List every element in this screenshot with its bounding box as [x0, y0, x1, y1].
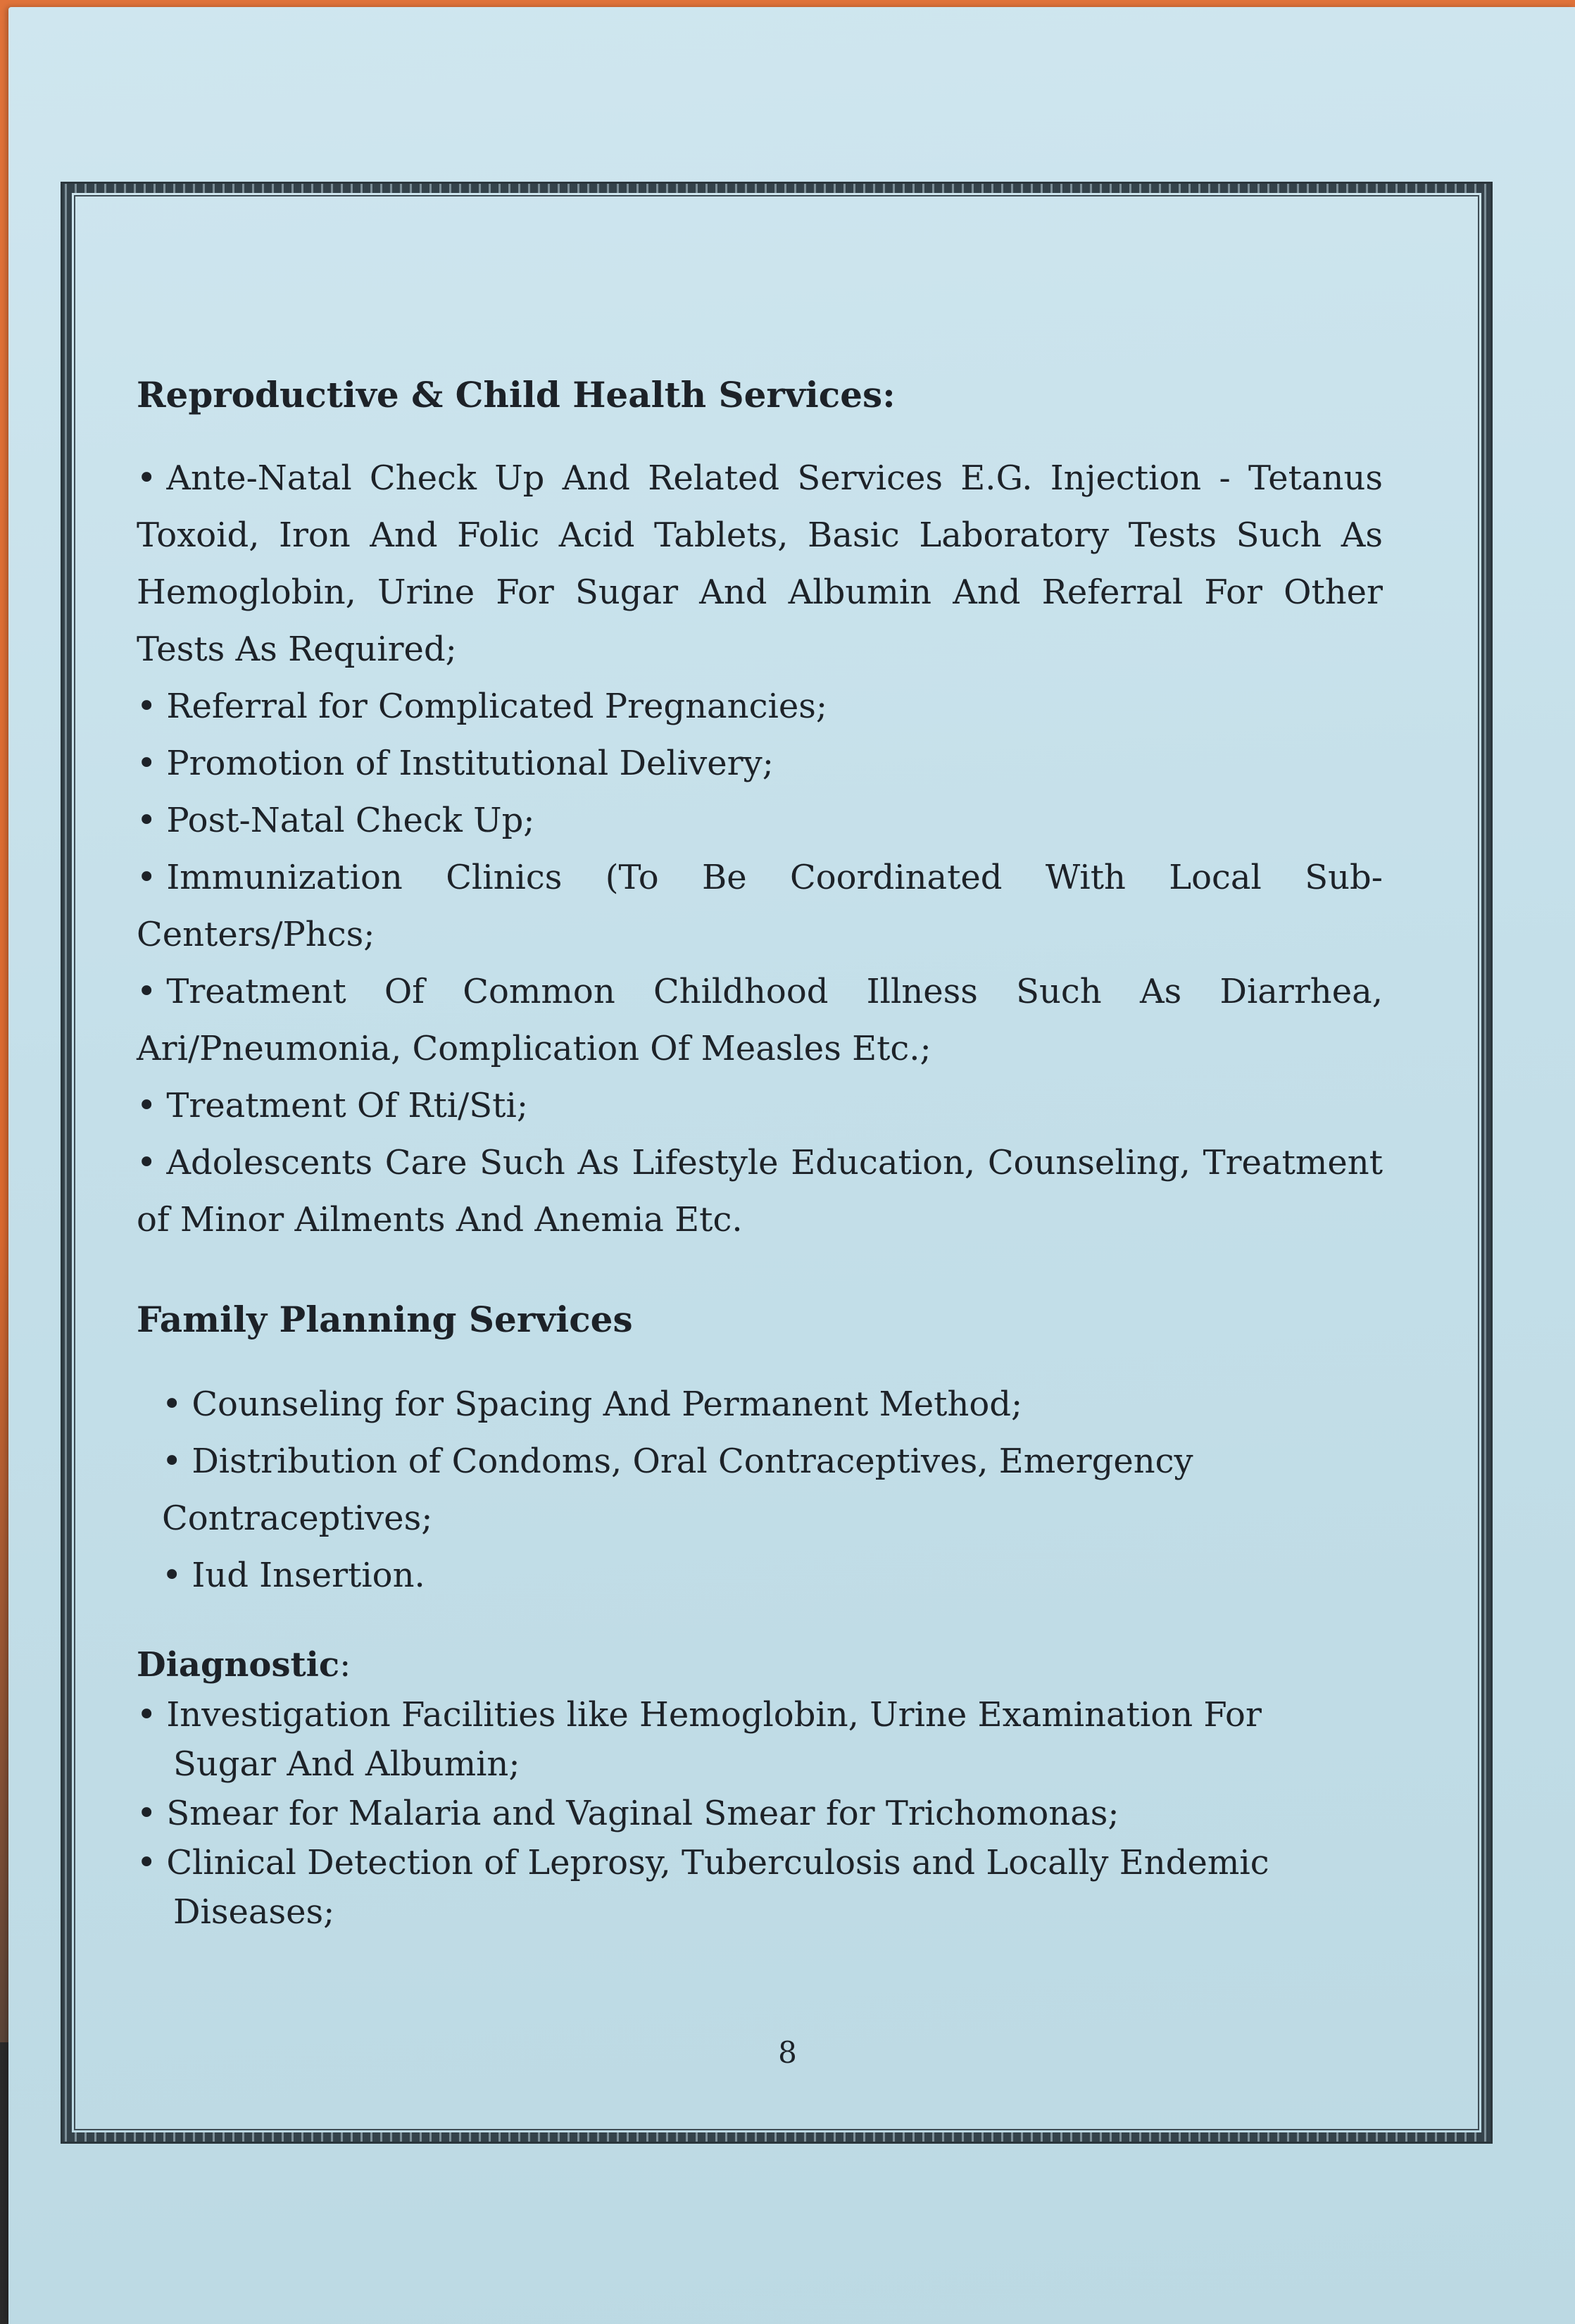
rch-item-immunization: • Immunization Clinics (To Be Coordinated With Local Sub-Centers/Phcs; [137, 849, 1383, 963]
diagnostic-item-investigation-line2: Sugar And Albumin; [173, 1744, 520, 1784]
rch-item-referral: • Referral for Complicated Pregnancies; [137, 678, 1383, 735]
family-planning-list [137, 1376, 1383, 1604]
page-content [137, 366, 1383, 1937]
fp-item-distribution: • Distribution of Condoms, Oral Contraceptives, Emergency [162, 1433, 1383, 1490]
family-planning-heading: Family Planning Services [137, 1299, 633, 1340]
diagnostic-item-clinical-line1: • Clinical Detection of Leprosy, Tuberculosis and Locally Endemic [137, 1843, 1269, 1882]
diagnostic-item-clinical-line2: Diseases; [173, 1892, 335, 1932]
diagnostic-item-clinical-detection [137, 1838, 1383, 1937]
rch-item-rti-sti: • Treatment Of Rti/Sti; [137, 1077, 1383, 1135]
diagnostic-item-investigation-line1: • Investigation Facilities like Hemoglobin, Urine Examination For [137, 1695, 1262, 1735]
fp-item-distribution-cont: Contraceptives; [162, 1499, 433, 1538]
rch-item-antenatal: • Ante-Natal Check Up And Related Services E.G. Injection - Tetanus Toxoid, Iron And Folic Acid Tablets, Basic Laboratory Tests Such As Hemoglobin, Urine For Sugar And Albumin And Referral For Other Tests As Required; [137, 450, 1383, 678]
fp-item-counseling: • Counseling for Spacing And Permanent Method; [162, 1376, 1383, 1433]
rch-heading: Reproductive & Child Health Services: [137, 374, 896, 416]
diagnostic-heading: Diagnostic [137, 1645, 340, 1685]
diagnostic-heading-line [137, 1639, 1383, 1690]
page-number: 8 [778, 2035, 797, 2070]
diagnostic-item-smear [137, 1789, 1383, 1838]
diagnostic-item-smear-line1: • Smear for Malaria and Vaginal Smear for Trichomonas; [137, 1794, 1119, 1833]
rch-item-childhood-illness: • Treatment Of Common Childhood Illness Such As Diarrhea, Ari/Pneumonia, Complication Of Measles Etc.; [137, 963, 1383, 1077]
fp-item-iud: • Iud Insertion. [162, 1547, 1383, 1604]
rch-item-adolescents: • Adolescents Care Such As Lifestyle Education, Counseling, Treatment of Minor Ailments And Anemia Etc. [137, 1135, 1383, 1249]
diagnostic-heading-colon: : [339, 1645, 351, 1685]
diagnostic-item-investigation [137, 1690, 1383, 1789]
rch-item-postnatal: • Post-Natal Check Up; [137, 792, 1383, 849]
rch-item-institutional-delivery: • Promotion of Institutional Delivery; [137, 735, 1383, 792]
